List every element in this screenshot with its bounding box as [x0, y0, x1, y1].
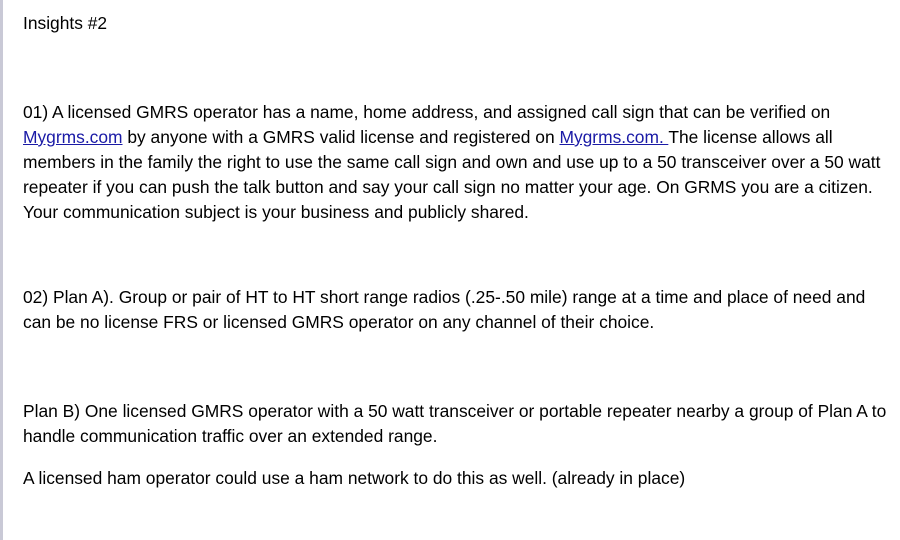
paragraph-text: The license allows all members in the family the right to use the same call sign and own and use up to a 50 transceiver over a 50 watt repeater if you can push the talk button and say your call sign no matter your age. On GRMS you are a citizen. Your communication subject is your business and publicly shared. [23, 127, 881, 222]
paragraph-text: 01) A licensed GMRS operator has a name, home address, and assigned call sign that can be verified on [23, 102, 831, 122]
mygrms-link-2[interactable]: Mygrms.com. [559, 127, 669, 147]
paragraph-plan-b: Plan B) One licensed GMRS operator with a 50 watt transceiver or portable repeater nearby a group of Plan A to handle communication traffic over an extended range. [23, 401, 887, 446]
mygrms-link[interactable]: Mygrms.com [23, 127, 123, 147]
paragraph-gmrs-license [23, 100, 891, 225]
paragraph-ham-operator: A licensed ham operator could use a ham network to do this as well. (already in place) [23, 468, 686, 488]
paragraph-plan-a: 02) Plan A). Group or pair of HT to HT short range radios (.25-.50 mile) range at a time and place of need and can be no license FRS or licensed GMRS operator on any channel of their choice. [23, 287, 866, 332]
left-border-rule [0, 0, 3, 540]
document-title: Insights #2 [23, 13, 108, 33]
paragraph-text: by anyone with a GMRS valid license and registered on [122, 127, 560, 147]
document-body [23, 12, 891, 491]
